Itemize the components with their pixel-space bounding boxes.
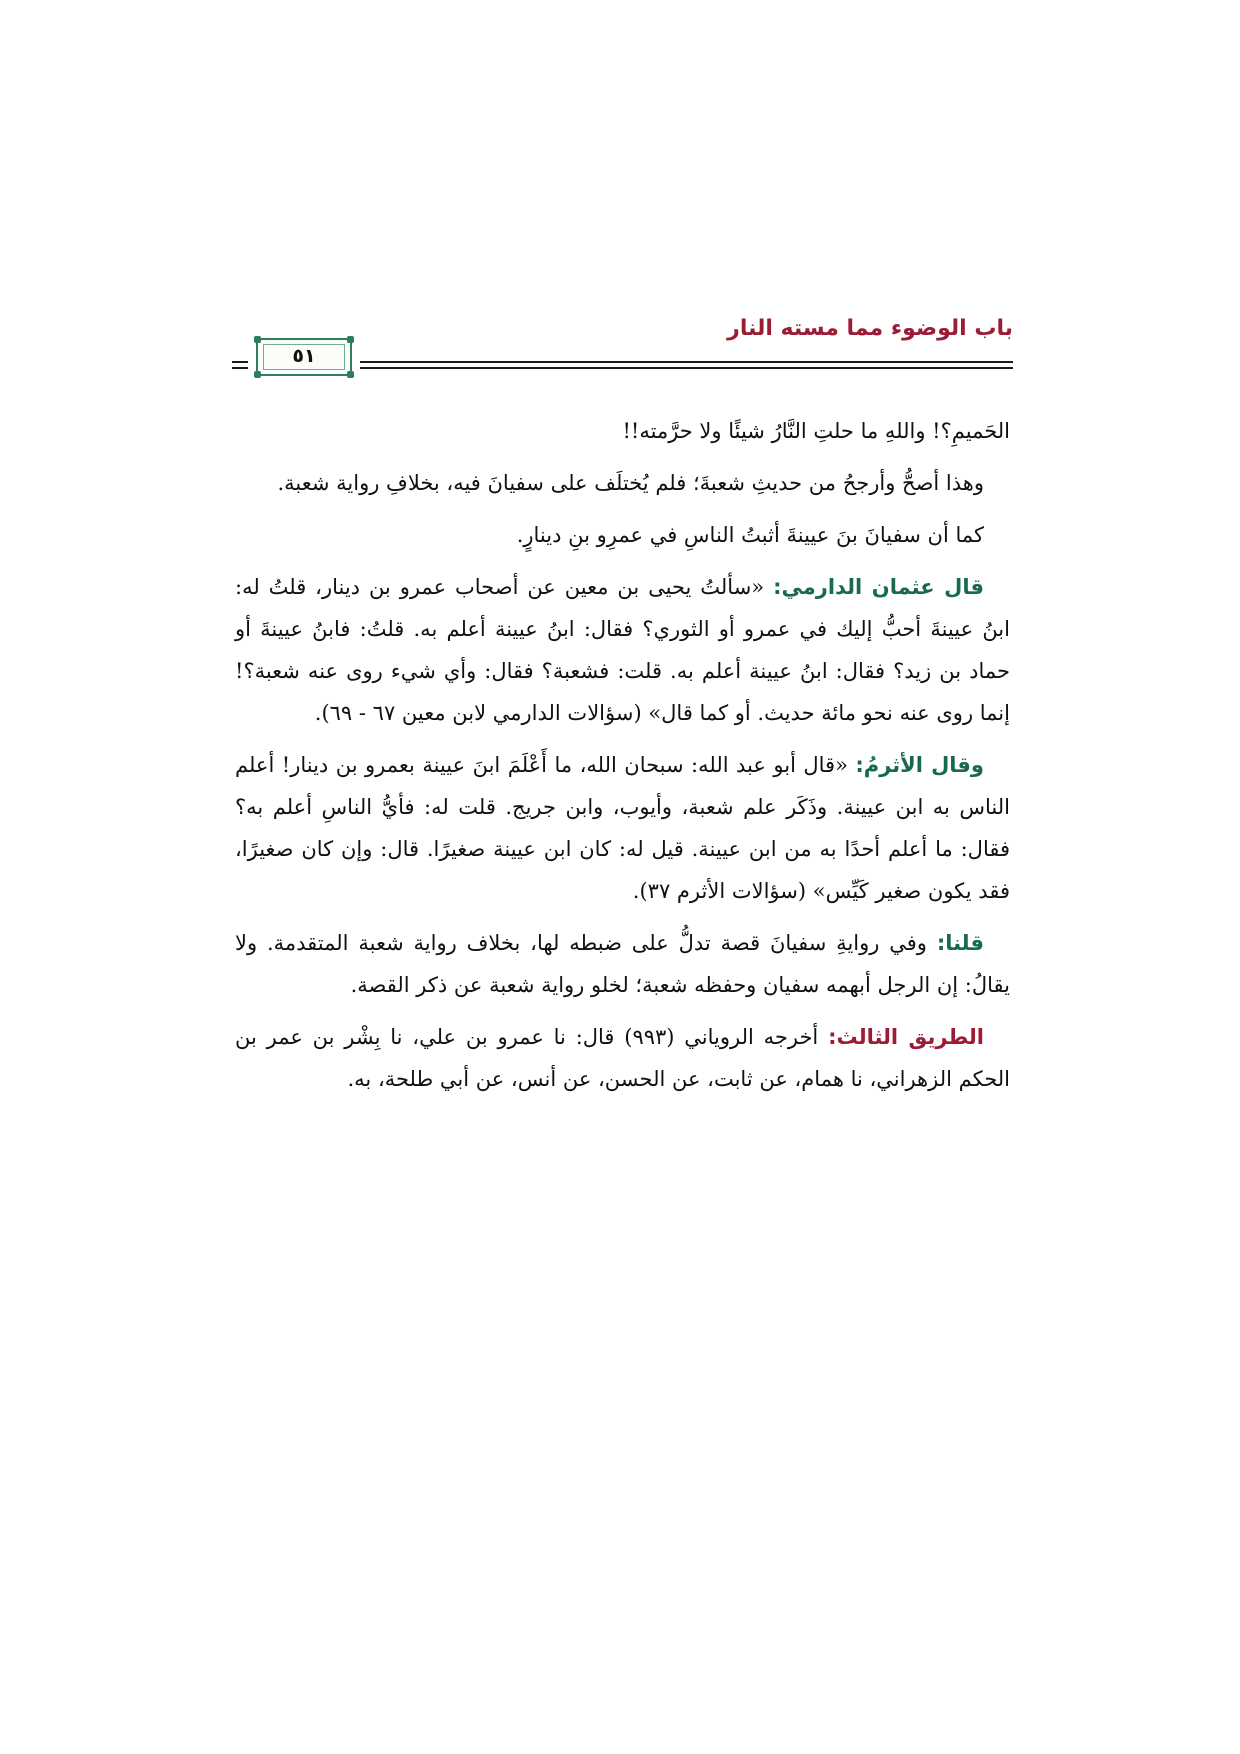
section-label: الطريق الثالث:: [828, 1025, 984, 1049]
ornament-corner-icon: [254, 371, 261, 378]
header-rule-right-bottom: [360, 367, 1013, 369]
header-rule-left-top: [232, 361, 248, 363]
paragraph: [235, 744, 1010, 912]
paragraph-text: أخرجه الروياني (٩٩٣) قال: نا عمرو بن علي، نا بِشْر بن عمر بن الحكم الزهراني، نا همام، عن ثابت، عن الحسن، عن أنس، عن أبي طلحة، به.: [235, 1025, 1010, 1091]
paragraph-text: الحَميمِ؟! واللهِ ما حلتِ النَّارُ شيئًا ولا حرَّمته!!: [622, 419, 1010, 443]
paragraph: [235, 462, 1010, 504]
paragraph: [235, 514, 1010, 556]
header-rule-left-bottom: [232, 367, 248, 369]
ornament-corner-icon: [254, 336, 261, 343]
speaker-label: وقال الأثرمُ:: [855, 753, 984, 777]
ornament-corner-icon: [347, 371, 354, 378]
paragraph-text: كما أن سفيانَ بنَ عيينةَ أثبتُ الناسِ في عمرِو بنِ دينارٍ.: [516, 523, 984, 547]
paragraph: [235, 410, 1010, 452]
page-body: [235, 410, 1010, 1110]
paragraph: [235, 566, 1010, 734]
paragraph: [235, 922, 1010, 1006]
paragraph-text: وفي روايةِ سفيانَ قصة تدلُّ على ضبطه لها، بخلاف رواية شعبة المتقدمة. ولا يقالُ: إن الرجل أبهمه سفيان وحفظه شعبة؛ لخلو رواية شعبة عن ذكر القصة.: [235, 931, 1010, 997]
paragraph-text: وهذا أصحُّ وأرجحُ من حديثِ شعبةَ؛ فلم يُختلَف على سفيانَ فيه، بخلافِ رواية شعبة.: [277, 471, 984, 495]
paragraph: [235, 1016, 1010, 1100]
ornament-corner-icon: [347, 336, 354, 343]
page-number: ٥١: [292, 345, 316, 367]
paragraph-text: «سألتُ يحيى بن معين عن أصحاب عمرو بن دينار، قلتُ له: ابنُ عيينةَ أحبُّ إليك في عمرو أو الثوري؟ فقال: ابنُ عيينة أعلم به. قلتُ: فابنُ عيينةَ أو حماد بن زيد؟ فقال: ابنُ عيينة أعلم به. قلت: فشعبة؟ فقال: وأي شيء روى عنه شعبة؟! إنما روى عنه نحو مائة حديث. أو كما قال» (سؤالات الدارمي لابن معين ٦٧ - ٦٩).: [235, 575, 1010, 725]
speaker-label: قلنا:: [936, 931, 984, 955]
header-rule-right-top: [360, 361, 1013, 363]
page-number-frame: [256, 338, 352, 376]
paragraph-text: «قال أبو عبد الله: سبحان الله، ما أَعْلَمَ ابنَ عيينة بعمرو بن دينار! أعلم الناس به ابن عيينة. وذَكَر علم شعبة، وأيوب، وابن جريج. قلت له: فأيُّ الناسِ أعلم به؟ فقال: ما أعلم أحدًا به من ابن عيينة. قيل له: كان ابن عيينة صغيرًا. قال: وإن كان صغيرًا، فقد يكون صغير كَيِّس» (سؤالات الأثرم ٣٧).: [235, 753, 1010, 903]
page-header: [232, 316, 1013, 380]
chapter-title: باب الوضوء مما مسته النار: [727, 316, 1013, 341]
speaker-label: قال عثمان الدارمي:: [773, 575, 984, 599]
